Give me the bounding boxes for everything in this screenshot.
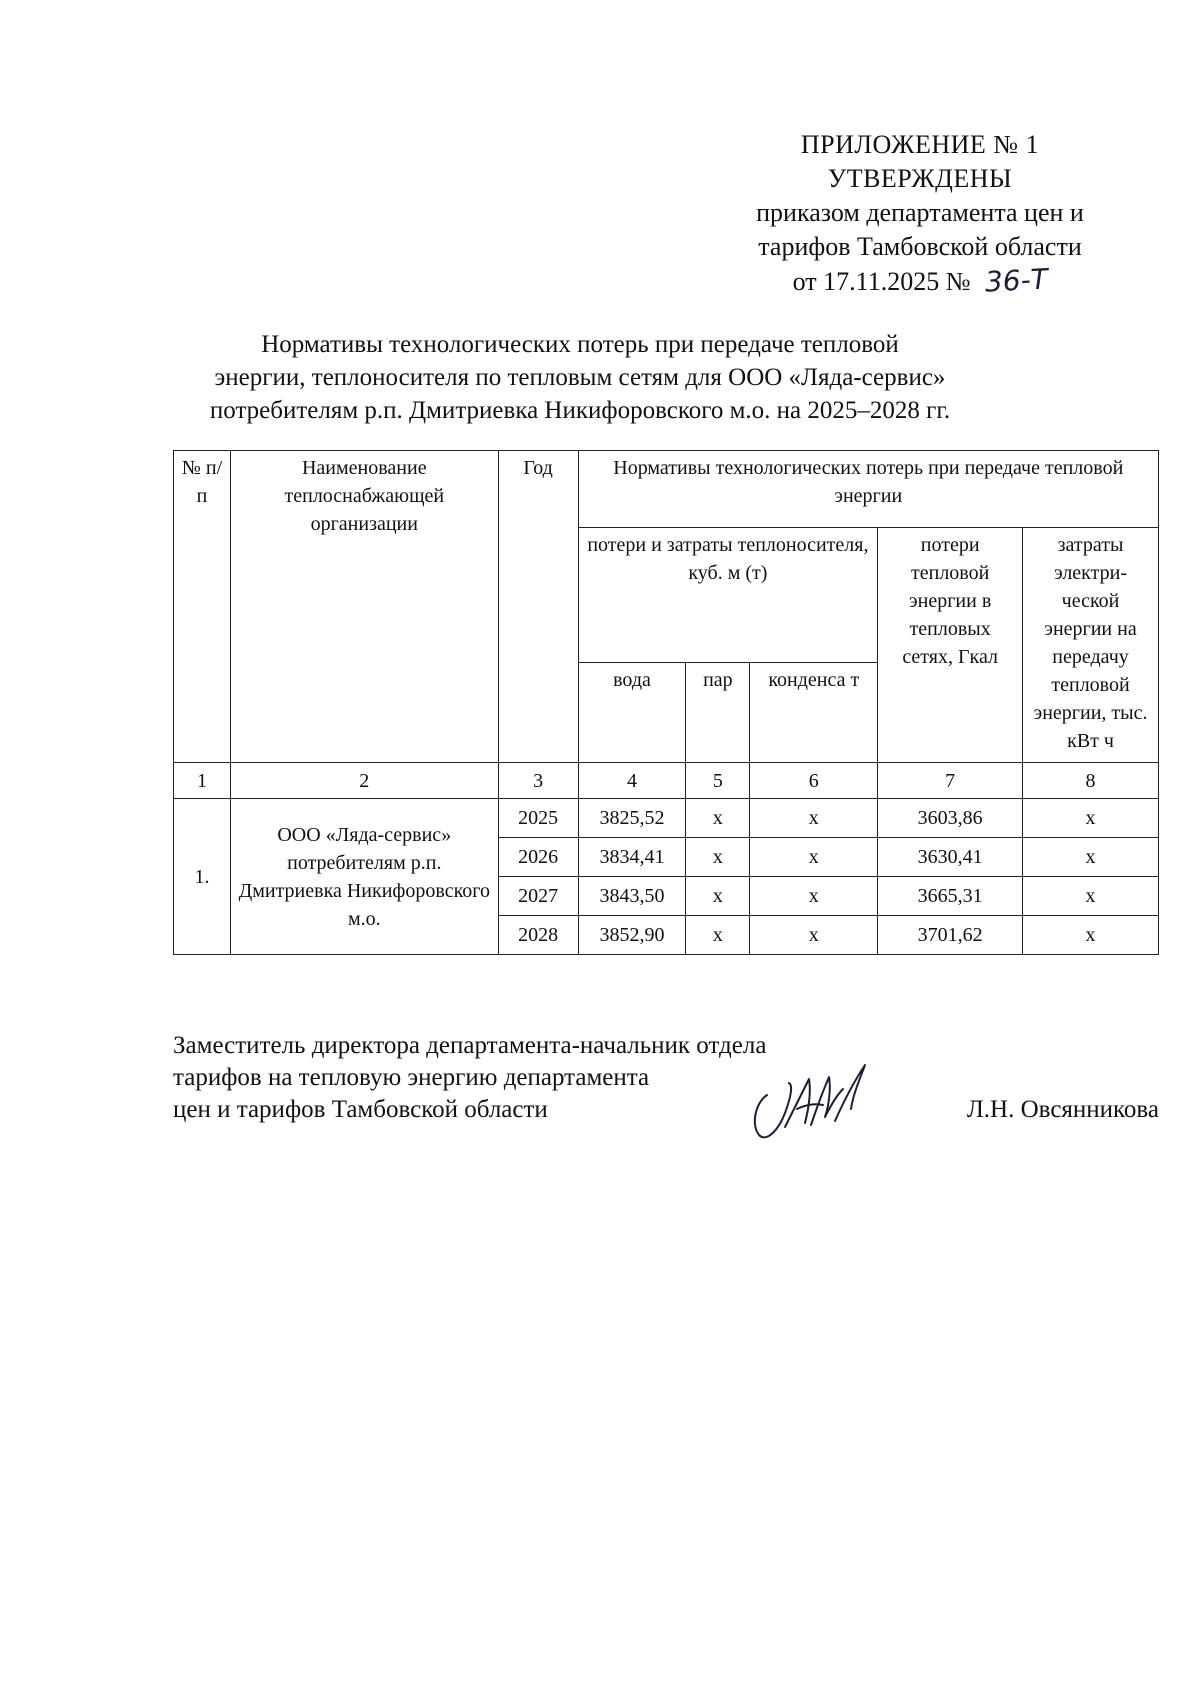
column-number: 1 (174, 763, 231, 799)
signatory-name: Л.Н. Овсянникова (966, 1096, 1159, 1123)
column-number: 7 (878, 763, 1023, 799)
header-condensate: конденса т (750, 663, 878, 763)
title-line-3: потребителям р.п. Дмитриевка Никифоровского м.о. на 2025–2028 гг. (209, 397, 951, 424)
handwritten-signature (745, 1055, 885, 1145)
title-line-1: Нормативы технологических потерь при передаче тепловой (261, 331, 899, 358)
condensate-cell: x (750, 916, 878, 955)
organization-name: ООО «Ляда-сервис» потребителям р.п. Дмитриевка Никифоровского м.о. (230, 799, 498, 955)
header-water: вода (578, 663, 686, 763)
approval-block (700, 128, 1140, 299)
year-cell: 2026 (498, 838, 578, 877)
steam-cell: x (686, 916, 750, 955)
header-coolant: потери и затраты теплоносителя, куб. м (т) (578, 528, 878, 663)
heat-loss-cell: 3630,41 (878, 838, 1023, 877)
header-electricity: затраты электри-ческой энергии на передачу тепловой энергии, тыс. кВт ч (1023, 528, 1159, 763)
handwritten-order-number: 36-Т (983, 262, 1049, 299)
year-cell: 2027 (498, 877, 578, 916)
water-cell: 3843,50 (578, 877, 686, 916)
header-heat-loss: потери тепловой энергии в тепловых сетях, Гкал (878, 528, 1023, 763)
column-number: 4 (578, 763, 686, 799)
steam-cell: x (686, 799, 750, 838)
heat-loss-cell: 3603,86 (878, 799, 1023, 838)
header-num: № п/п (174, 451, 231, 763)
condensate-cell: x (750, 838, 878, 877)
steam-cell: x (686, 877, 750, 916)
water-cell: 3834,41 (578, 838, 686, 877)
column-number: 5 (686, 763, 750, 799)
title-line-2: энергии, теплоносителя по тепловым сетям для ООО «Ляда-сервис» (214, 364, 946, 391)
column-number: 3 (498, 763, 578, 799)
approved-label: УТВЕРЖДЕНЫ (827, 164, 1013, 193)
header-steam: пар (686, 663, 750, 763)
column-numbers-row (174, 763, 1159, 799)
approval-line-2: тарифов Тамбовской области (758, 232, 1082, 261)
order-date-line (700, 264, 1140, 299)
column-number: 8 (1023, 763, 1159, 799)
condensate-cell: x (750, 877, 878, 916)
water-cell: 3825,52 (578, 799, 686, 838)
heat-loss-cell: 3665,31 (878, 877, 1023, 916)
header-norms: Нормативы технологических потерь при передаче тепловой энергии (578, 451, 1158, 528)
position-line-1: Заместитель директора департамента-начальник отдела (173, 1032, 767, 1059)
position-line-2: тарифов на тепловую энергию департамента (173, 1064, 650, 1091)
signature-block (173, 1030, 1159, 1126)
year-cell: 2028 (498, 916, 578, 955)
electricity-cell: x (1023, 877, 1159, 916)
heat-loss-cell: 3701,62 (878, 916, 1023, 955)
column-number: 2 (230, 763, 498, 799)
condensate-cell: x (750, 799, 878, 838)
document-title (160, 328, 1000, 427)
electricity-cell: x (1023, 799, 1159, 838)
norms-table (173, 450, 1159, 955)
year-cell: 2025 (498, 799, 578, 838)
column-number: 6 (750, 763, 878, 799)
table-row (174, 799, 1159, 838)
row-number: 1. (174, 799, 231, 955)
electricity-cell: x (1023, 916, 1159, 955)
approval-line-1: приказом департамента цен и (756, 198, 1084, 227)
steam-cell: x (686, 838, 750, 877)
water-cell: 3852,90 (578, 916, 686, 955)
position-line-3: цен и тарифов Тамбовской области (173, 1096, 548, 1123)
annex-label: ПРИЛОЖЕНИЕ № 1 (800, 130, 1040, 159)
order-date: от 17.11.2025 № (792, 267, 971, 296)
header-organization: Наименование теплоснабжающей организации (230, 451, 498, 763)
header-year: Год (498, 451, 578, 763)
electricity-cell: x (1023, 838, 1159, 877)
